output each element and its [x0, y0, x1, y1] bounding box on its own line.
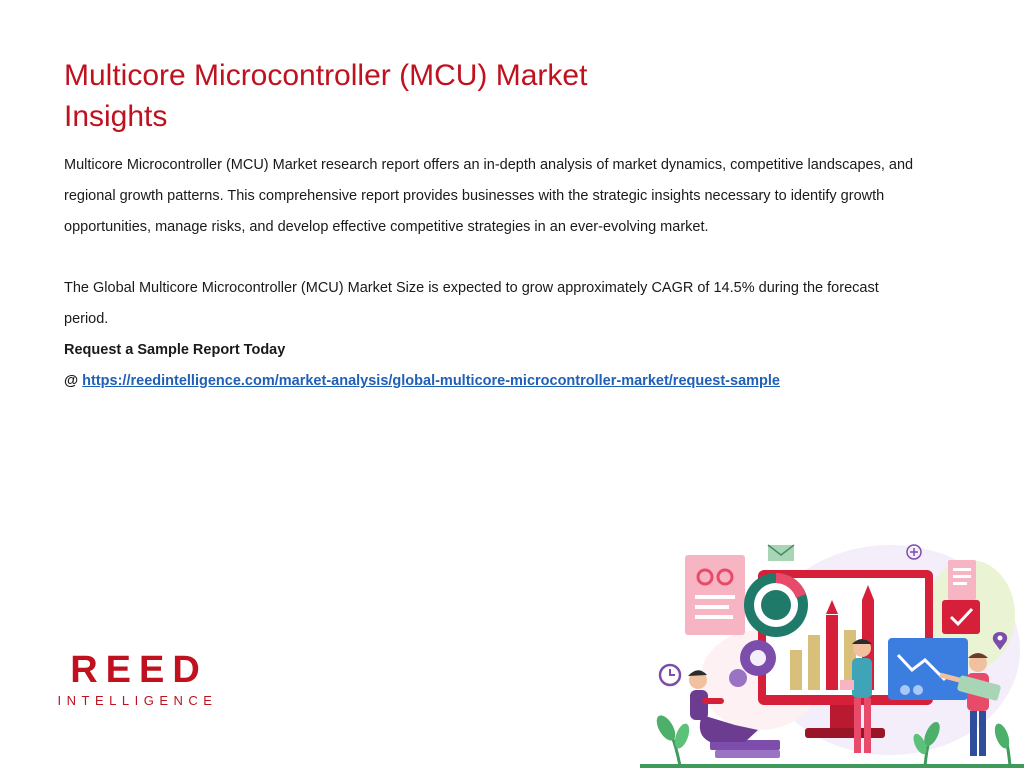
- sample-report-link[interactable]: https://reedintelligence.com/market-analysis/global-multicore-microcontroller-market/request-sample: [82, 372, 780, 389]
- document-icon: [948, 560, 976, 600]
- intro-paragraph: Multicore Microcontroller (MCU) Market research report offers an in-depth analysis of market dynamics, competitive landscapes, and regional growth patterns. This comprehensive report provides businesses with the strategic insights necessary to identify growth opportunities, manage risks, and develop effective competitive strategies in an ever-evolving market.: [64, 157, 914, 235]
- logo-main-text: REED: [70, 649, 208, 691]
- company-logo: [50, 650, 220, 709]
- market-size-paragraph: The Global Multicore Microcontroller (MCU) Market Size is expected to grow approximately CAGR of 14.5% during the forecast period.: [64, 280, 879, 328]
- report-document-icon: [685, 555, 745, 635]
- analytics-dashboard-illustration: [640, 530, 1024, 768]
- logo-sub-text: INTELLIGENCE: [57, 693, 218, 708]
- donut-chart-icon: [744, 573, 808, 637]
- page-title: Multicore Microcontroller (MCU) Market Insights: [64, 59, 588, 133]
- checkmark-icon: [942, 600, 980, 634]
- plant-icon: [992, 722, 1012, 766]
- plant-icon: [653, 712, 692, 766]
- report-description: [64, 150, 924, 397]
- clock-icon: [660, 665, 680, 685]
- paragraph-spacer: [64, 242, 924, 273]
- envelope-icon: [768, 545, 794, 561]
- cta-prefix: @: [64, 372, 83, 389]
- cta-heading: Request a Sample Report Today: [64, 341, 286, 358]
- trend-card-icon: [888, 638, 968, 700]
- cta-link-line: [64, 366, 924, 397]
